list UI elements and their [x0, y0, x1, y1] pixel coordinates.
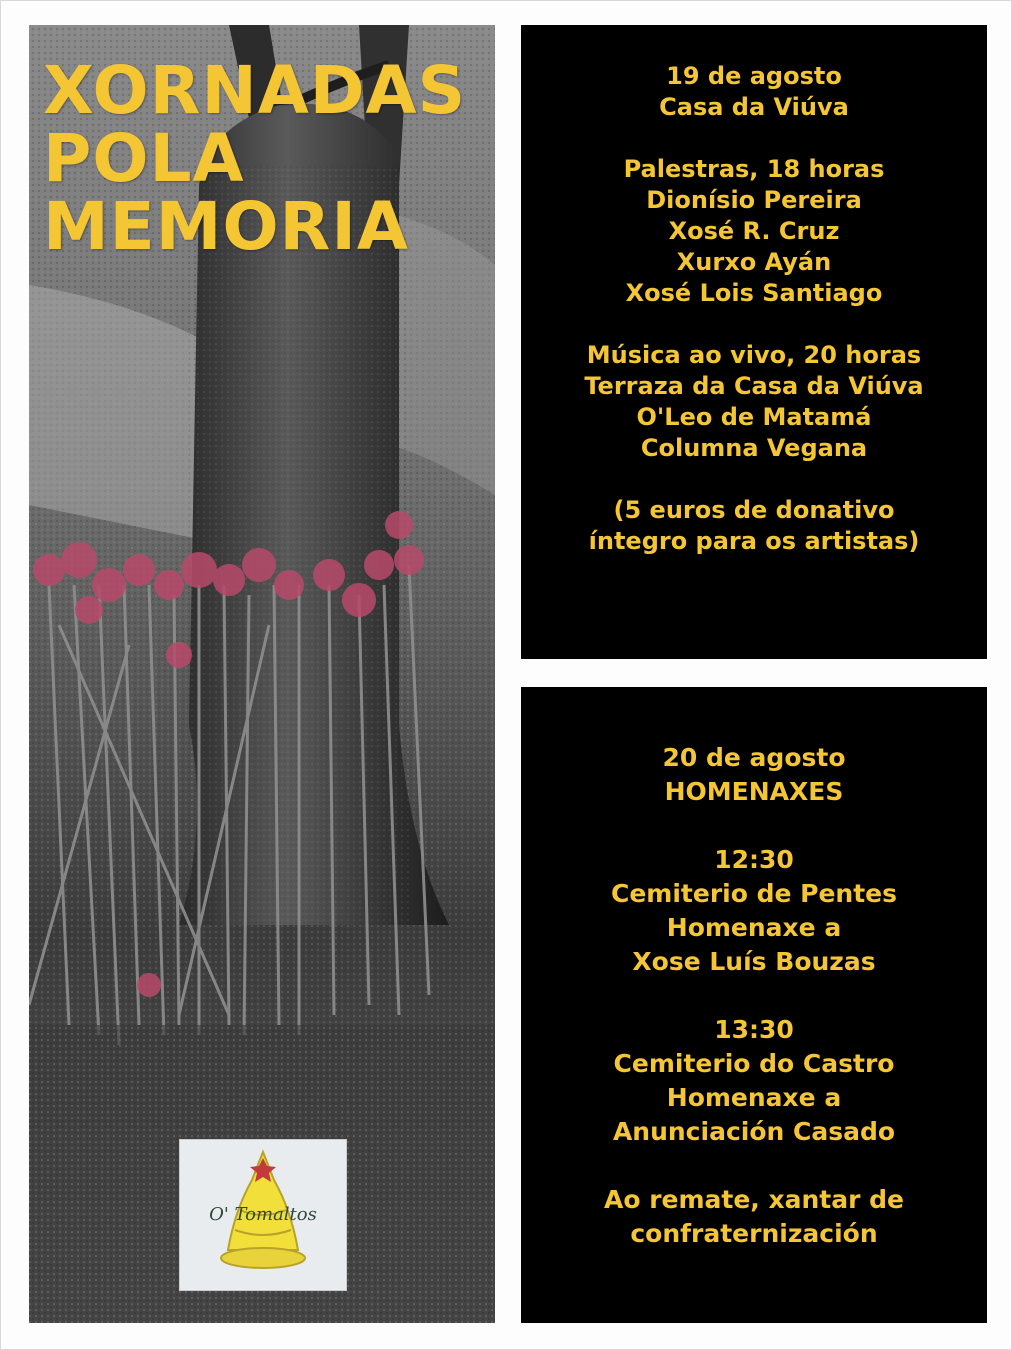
event-person: Anunciación Casado — [612, 1117, 896, 1146]
speaker-name: Dionísio Pereira — [646, 186, 862, 214]
event-person: Xose Luís Bouzas — [632, 947, 876, 976]
closing-line-2: confraternización — [630, 1219, 878, 1248]
band-name: O'Leo de Matamá — [636, 403, 872, 431]
closing-line-1: Ao remate, xantar de — [603, 1185, 905, 1214]
donation-note-line-2: íntegro para os artistas) — [588, 527, 920, 555]
event-label: Homenaxe a — [666, 1083, 842, 1112]
speaker-name: Xosé Lois Santiago — [625, 279, 883, 307]
day2-heading: HOMENAXES — [664, 777, 844, 806]
speaker-name: Xosé R. Cruz — [668, 217, 840, 245]
day2-date: 20 de agosto — [662, 743, 846, 772]
event-label: Homenaxe a — [666, 913, 842, 942]
title-line-3: MEMORIA — [43, 188, 410, 265]
day1-venue: Casa da Viúva — [659, 93, 849, 121]
event-place: Cemiterio do Castro — [613, 1049, 895, 1078]
band-name: Columna Vegana — [640, 434, 868, 462]
poster-photo — [29, 25, 495, 1323]
music-heading: Música ao vivo, 20 horas — [586, 341, 922, 369]
event-time: 12:30 — [714, 845, 794, 874]
logo-wordmark: O' Tomaltos — [209, 1204, 317, 1225]
donation-note-line-1: (5 euros de donativo — [613, 496, 895, 524]
talks-heading: Palestras, 18 horas — [623, 155, 885, 183]
title-line-2: POLA — [43, 120, 245, 197]
day2-panel — [521, 687, 987, 1323]
title-line-1: XORNADAS — [43, 52, 467, 129]
organizer-logo — [179, 1139, 347, 1291]
day1-date: 19 de agosto — [666, 62, 842, 90]
music-place: Terraza da Casa da Viúva — [584, 372, 924, 400]
poster-title — [43, 52, 467, 265]
event-place: Cemiterio de Pentes — [610, 879, 898, 908]
speaker-name: Xurxo Ayán — [676, 248, 832, 276]
event-time: 13:30 — [714, 1015, 794, 1044]
day1-panel — [521, 25, 987, 659]
